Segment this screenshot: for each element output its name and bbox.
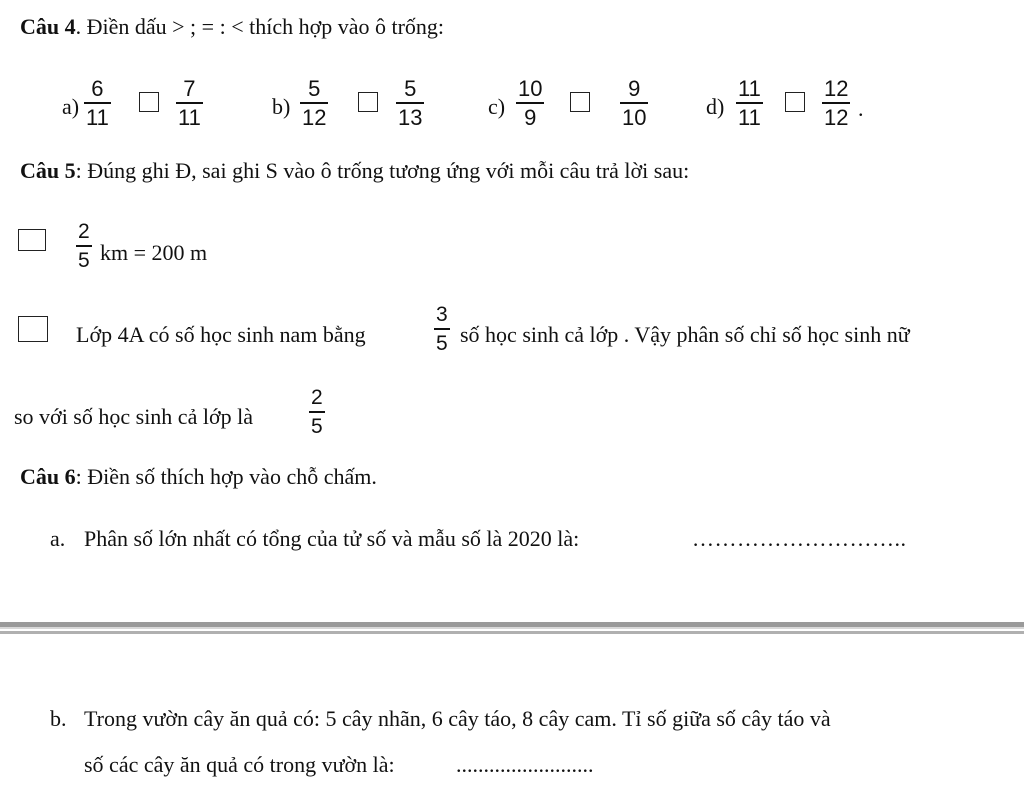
denominator: 9 [524,104,537,130]
numerator: 5 [308,76,321,101]
numerator: 10 [518,76,543,101]
fraction-bar [84,102,111,104]
q4-item-c-right-fraction [620,77,648,130]
q4-item-c-left-fraction [516,77,544,130]
denominator: 10 [622,104,647,130]
q5-s2-after: số học sinh cả lớp . Vậy phân số chỉ số học sinh nữ [460,322,910,347]
denominator: 11 [738,104,761,130]
numerator: 3 [436,303,448,326]
q6-a-text: Phân số lớn nhất có tổng của tử số và mẫu số là 2020 là: [84,526,580,551]
q5-title-bold: Câu 5 [20,158,76,183]
numerator: 11 [738,76,761,101]
denominator: 12 [824,104,849,130]
q4-item-b-left-fraction [300,77,328,130]
q4-item-b-answer-box[interactable] [358,92,378,112]
q6-b-answer-dots[interactable]: ......................... [456,752,594,777]
fraction-bar [736,102,763,104]
q4-item-c-label: c) [488,94,506,119]
q4-title-bold: Câu 4 [20,14,76,39]
fraction-bar [434,328,450,330]
fraction-bar [76,245,92,247]
fraction-bar [620,102,648,104]
q5-s2-before: Lớp 4A có số học sinh nam bằng [76,322,366,347]
q4-title [20,14,444,40]
denominator: 5 [436,331,448,355]
q6-title-bold: Câu 6 [20,464,76,489]
numerator: 9 [628,76,641,101]
q5-s1-text: km = 200 m [100,240,208,265]
q6-title-rest: : Điền số thích hợp vào chỗ chấm. [75,464,377,489]
page-separator-highlight [0,627,1024,629]
q4-item-d-left-fraction [736,77,763,130]
fraction-bar [516,102,544,104]
q6-b-label: b. [50,706,67,731]
q4-item-d-right-fraction [822,77,850,130]
q4-item-b-label: b) [272,94,291,119]
q5-s1-answer-box[interactable] [18,229,46,251]
q4-item-a-right-fraction [176,77,203,130]
q4-item-a-left-fraction [84,77,111,130]
numerator: 5 [404,76,417,101]
fraction-bar [309,411,325,413]
q5-title-rest: : Đúng ghi Đ, sai ghi S vào ô trống tương ứng với mỗi câu trả lời sau: [75,158,690,183]
q4-item-c-answer-box[interactable] [570,92,590,112]
q4-item-d-answer-box[interactable] [785,92,805,112]
page-separator-shadow [0,631,1024,634]
fraction-bar [822,102,850,104]
numerator: 7 [183,76,196,101]
denominator: 12 [302,104,327,130]
numerator: 2 [78,220,90,243]
q5-s2-fraction [434,303,450,356]
q5-s1-fraction [76,220,92,273]
q4-item-a-label: a) [62,94,80,119]
denominator: 11 [86,104,109,130]
q4-title-rest: . Điền dấu > ; = : < thích hợp vào ô trống: [75,14,445,39]
q5-s2-fraction2 [309,386,325,439]
q5-title [20,158,689,184]
q5-s2-answer-box[interactable] [18,316,48,342]
q4-item-d-tail: . [858,96,864,121]
denominator: 11 [178,104,201,130]
q6-a-answer-dots[interactable]: ……………………….. [692,526,907,551]
fraction-bar [176,102,203,104]
numerator: 12 [824,76,849,101]
q5-s2-line2: so với số học sinh cả lớp là [14,404,253,429]
denominator: 13 [398,104,423,130]
fraction-bar [300,102,328,104]
denominator: 5 [311,414,323,438]
q6-b-line2: số các cây ăn quả có trong vườn là: [84,752,395,777]
q4-item-b-right-fraction [396,77,424,130]
fraction-bar [396,102,424,104]
q6-a-label: a. [50,526,66,551]
numerator: 6 [91,76,104,101]
numerator: 2 [311,386,323,409]
q4-item-d-label: d) [706,94,725,119]
q4-item-a-answer-box[interactable] [139,92,159,112]
q6-b-line1: Trong vườn cây ăn quả có: 5 cây nhãn, 6 cây táo, 8 cây cam. Tỉ số giữa số cây táo và [84,706,831,731]
q6-title [20,464,377,490]
denominator: 5 [78,248,90,272]
